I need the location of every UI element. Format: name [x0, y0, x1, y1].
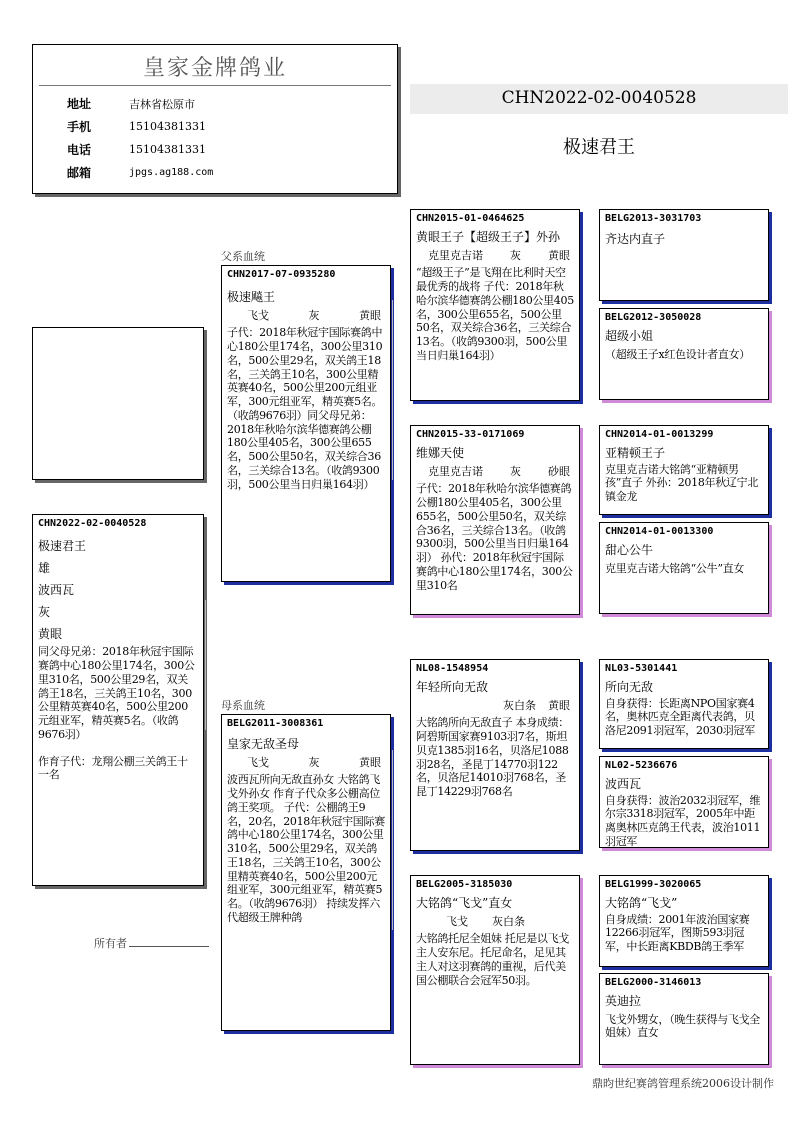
ds-eye: 黄眼: [548, 698, 570, 712]
phone-row: [67, 138, 397, 161]
ssd-name: 超级小姐: [605, 328, 654, 343]
ss-ring: CHN2015-01-0464625: [416, 213, 525, 224]
dds-ring: BELG1999-3020065: [605, 879, 702, 890]
owner-field: [94, 935, 209, 951]
sire-sire-card: [410, 209, 580, 401]
dam-ring: BELG2011-3008361: [227, 718, 324, 729]
dam-name: 皇家无敌圣母: [227, 736, 300, 751]
sire-line-label: 父系血统: [221, 250, 265, 263]
ddd-text: 飞戈外甥女，（晚生获得与飞戈全姐妹）直女: [605, 1012, 760, 1040]
dss-card: [599, 659, 769, 749]
dd-color: 飞戈: [446, 914, 468, 928]
ddd-ring: BELG2000-3146013: [605, 977, 702, 988]
subject-title: 极速君王: [563, 137, 635, 158]
sss-card: [599, 209, 769, 301]
sire-color: 飞戈: [247, 308, 269, 322]
ds-attrs: [416, 699, 574, 713]
ssd-ring: BELG2012-3050028: [605, 312, 702, 323]
dd-text: 大铭鸽托尼全姐妹 托尼是以飞戈主人安东尼。托尼命名，足见其主人对这羽赛鸽的重视，后代美国公棚联合会冠军50羽。: [416, 932, 569, 987]
ds-ring: NL08-1548954: [416, 663, 489, 674]
sire-ring: CHN2017-07-0935280: [227, 269, 336, 280]
ring-banner-text: CHN2022-02-0040528: [501, 88, 697, 108]
dd-name: 大铭鸽“飞戈”直女: [416, 895, 513, 910]
phone-value: 15104381331: [129, 143, 206, 156]
dam-dam-card: [410, 875, 580, 1065]
dds-text: 自身成绩：2001年波治国家赛12266羽冠军，图斯593羽冠军，中长距离KBDB鸽王季军: [605, 912, 750, 953]
dss-name: 所向无敌: [605, 679, 654, 694]
subject-note1: 同父母兄弟：2018年秋冠宇国际赛鸽中心180公里174名，300公里310名，500公里29名，双关鸽王18名，三关鸽王10名，300公里精英赛40名，500公里200元组亚军，精英赛5名。（收鸽9676羽）: [38, 645, 195, 741]
ds-name: 年轻所向无敌: [416, 679, 489, 694]
dsd-card: [599, 756, 769, 848]
connector: [392, 300, 393, 480]
mobile-value: 15104381331: [129, 120, 206, 133]
subject-ring: CHN2022-02-0040528: [38, 518, 147, 529]
ssd-text: （超级王子x红色设计者直女）: [605, 347, 751, 361]
ss-sub: 灰: [510, 248, 521, 262]
sds-ring: CHN2014-01-0013299: [605, 429, 714, 440]
sire-text: 子代：2018年秋冠宇国际赛鸽中心180公里174名，300公里310名，500公里29名，双关鸽王18名，三关鸽王10名，300公里精英赛40名，500公里200元组亚军，300元组亚军，精英赛5名。（收鸽9676羽）同父母兄弟：2018年秋哈尔滨华德赛鸽公棚180公里405名，300公里655名，500公里50名，双关综合36名，三关综合13名。（收鸽9300羽，500公里当日归巢164羽）: [227, 326, 383, 491]
dsd-name: 波西瓦: [605, 776, 642, 791]
sire-sub: 灰: [308, 308, 320, 322]
address-row: [67, 92, 397, 115]
dam-eye: 黄眼: [359, 755, 381, 769]
dam-text: 波西瓦所向无敌直孙女 大铭鸽飞戈外孙女 作育子代众多公棚高位鸽王奖项。 子代：公棚鸽王9名，20名，2018年秋冠宇国际赛鸽中心180公里174名，300公里310名，500公里29名，双关鸽王18名，三关鸽王10名，300公里精英赛40名，500公里200元组亚军，300元组亚军，精英赛5名。（收鸽9676羽） 持续发挥六代超级王牌种鸽: [227, 773, 385, 924]
dam-line-label: 母系血统: [221, 699, 265, 712]
sire-name: 极速飚王: [227, 289, 276, 304]
dds-name: 大铭鸽“飞戈”: [605, 895, 678, 910]
subject-strain: 波西瓦: [38, 582, 75, 597]
sd-eye: 砂眼: [548, 464, 570, 478]
sire-dam-card: [410, 425, 580, 615]
dam-sire-card: [410, 659, 580, 851]
address-label: 地址: [67, 97, 92, 111]
ss-name: 黄眼王子【超级王子】外孙: [416, 229, 561, 244]
mobile-row: [67, 115, 397, 138]
dam-attrs: [227, 756, 385, 770]
ss-text: “超级王子”是飞翔在比利时天空最优秀的战将 子代：2018年秋哈尔滨华德赛鸽公棚180公里405名，300公里655名，500公里50名，双关综合36名，三关综合13名。（收鸽9300羽，500公里当日归巢164羽）: [416, 266, 574, 362]
ds-sub: 灰白条: [503, 698, 536, 712]
sss-text: 齐达内直子: [605, 231, 666, 246]
email-label: 邮箱: [67, 166, 92, 180]
sd-ring: CHN2015-33-0171069: [416, 429, 525, 440]
subject-sex: 雄: [38, 560, 51, 575]
email-row: [67, 161, 397, 184]
ddd-card: [599, 973, 769, 1065]
sds-name: 亚精顿王子: [605, 445, 666, 460]
ds-text: 大铭鸽所向无敌直子 本身成绩：阿碧斯国家赛9103羽7名，斯坦贝克1385羽16名，贝洛尼1088羽28名，圣昆丁14770羽122名，贝洛尼14010羽768名，圣昆丁14229羽768名: [416, 716, 569, 798]
sdd-card: [599, 522, 769, 614]
dd-attrs: [416, 915, 574, 929]
dam-card: [221, 714, 391, 1031]
sdd-name: 甜心公牛: [605, 542, 654, 557]
sdd-text: 克里克吉诺大铭鸽“公牛”直女: [605, 561, 745, 575]
footer-credit: 鼎昀世纪赛鸽管理系统2006设计制作: [592, 1077, 774, 1090]
dss-ring: NL03-5301441: [605, 663, 678, 674]
dsd-ring: NL02-5236676: [605, 760, 678, 771]
sss-ring: BELG2013-3031703: [605, 213, 702, 224]
sd-name: 维娜天使: [416, 445, 465, 460]
sd-color: 克里克吉诺: [428, 464, 483, 478]
subject-color: 灰: [38, 605, 51, 620]
breeder-title: 皇家金牌鸽业: [142, 56, 287, 81]
dsd-text: 自身获得：波治2032羽冠军，维尔宗3318羽冠军，2005年中距离奥林匹克鸽王代表，波治1011羽冠军: [605, 793, 761, 848]
breeder-header: [32, 44, 398, 194]
subject-name: 极速君王: [38, 538, 87, 553]
owner-label: 所有者: [94, 937, 127, 950]
sd-text: 子代：2018年秋哈尔滨华德赛鸽公棚180公里405名，300公里655名，500公里50名，双关综合36名，三关综合13名。（收鸽9300羽，500公里当日归巢164羽） 孙代：2018年秋冠宇国际赛鸽中心180公里174名，300公里310名: [416, 482, 573, 592]
dd-sub: 灰白条: [492, 914, 525, 928]
sd-attrs: [416, 465, 574, 479]
ss-attrs: [416, 249, 574, 263]
sire-attrs: [227, 309, 385, 323]
dam-color: 飞戈: [247, 755, 269, 769]
dds-card: [599, 875, 769, 967]
ssd-card: [599, 308, 769, 400]
ddd-name: 英迪拉: [605, 993, 642, 1008]
sds-card: [599, 425, 769, 515]
email-value: jpgs.ag188.com: [129, 167, 214, 178]
sd-sub: 灰: [510, 464, 521, 478]
subject-note2: 作育子代：龙翔公棚三关鸽王十一名: [38, 754, 188, 782]
sire-card: [221, 265, 391, 582]
owner-line: [129, 946, 209, 947]
connector: [392, 750, 393, 930]
sdd-ring: CHN2014-01-0013300: [605, 526, 714, 537]
subject-eye: 黄眼: [38, 627, 63, 642]
sire-eye: 黄眼: [359, 308, 381, 322]
ss-color: 克里克吉诺: [428, 248, 483, 262]
ss-eye: 黄眼: [548, 248, 570, 262]
mobile-label: 手机: [67, 120, 92, 134]
address-value: 吉林省松原市: [129, 97, 195, 111]
dd-ring: BELG2005-3185030: [416, 879, 513, 890]
connector: [205, 600, 206, 730]
sds-text: 克里克吉诺大铭鸽“亚精顿男孩”直子 外孙：2018年秋辽宁北镇金龙: [605, 462, 759, 503]
dam-sub: 灰: [308, 755, 320, 769]
phone-label: 电话: [67, 143, 92, 157]
dss-text: 自身获得：长距离NPO国家赛4名，奥林匹克全距离代表鸽，贝洛尼2091羽冠军，2030羽冠军: [605, 696, 755, 737]
photo-box: [32, 327, 204, 480]
subject-card: [32, 514, 204, 886]
